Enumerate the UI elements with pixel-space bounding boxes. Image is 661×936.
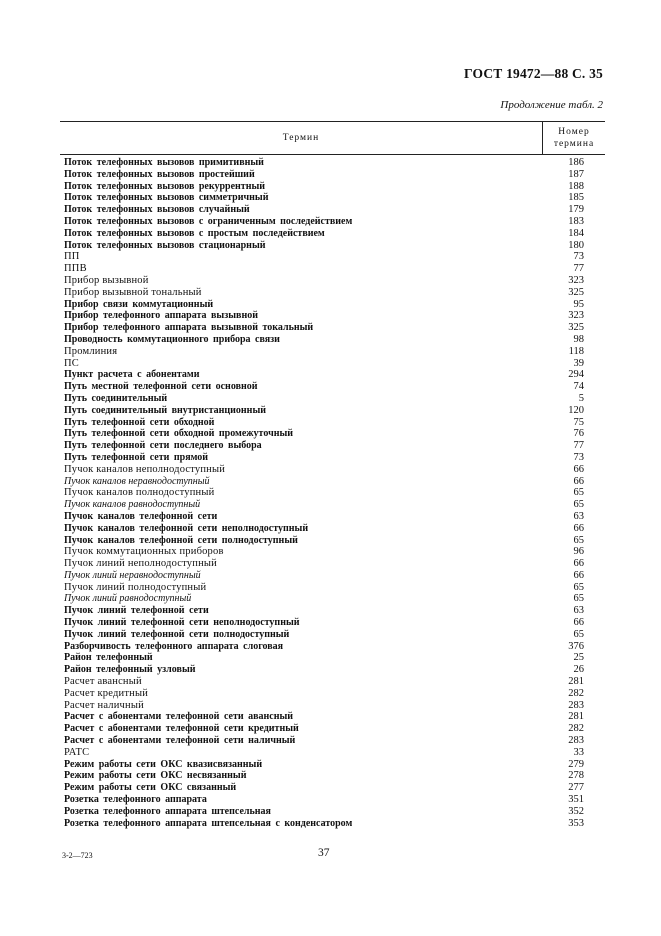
term-text: Пучок каналов телефонной сети неполнодоступный bbox=[64, 522, 309, 534]
table-row bbox=[64, 169, 584, 181]
term-text: РАТС bbox=[64, 746, 90, 758]
table-row bbox=[64, 381, 584, 393]
term-number: 65 bbox=[573, 487, 584, 499]
table-header bbox=[60, 121, 605, 155]
table-row bbox=[64, 523, 584, 535]
term-text: Пучок линий телефонной сети полнодоступный bbox=[64, 628, 290, 640]
table-row bbox=[64, 393, 584, 405]
term-number: 188 bbox=[568, 180, 584, 192]
column-header-number-line1: Номер bbox=[558, 127, 590, 137]
term-number: 183 bbox=[568, 215, 584, 227]
term-number: 325 bbox=[568, 286, 584, 298]
term-number: 63 bbox=[573, 605, 584, 617]
table-row bbox=[64, 263, 584, 275]
term-number: 277 bbox=[568, 782, 584, 794]
table-row bbox=[64, 747, 584, 759]
term-number: 279 bbox=[568, 758, 584, 770]
term-text: ПП bbox=[64, 251, 80, 263]
table-row bbox=[64, 322, 584, 334]
table-row bbox=[64, 782, 584, 794]
term-number: 77 bbox=[573, 440, 584, 452]
table-row bbox=[64, 582, 584, 594]
table-row bbox=[64, 605, 584, 617]
term-number: 325 bbox=[568, 322, 584, 334]
column-header-term: Термин bbox=[60, 122, 543, 154]
table-row bbox=[64, 240, 584, 252]
term-text: Район телефонный узловый bbox=[64, 664, 196, 676]
table-row bbox=[64, 593, 584, 605]
column-header-number-line2: термина bbox=[553, 139, 595, 149]
term-number: 283 bbox=[568, 699, 584, 711]
table-row bbox=[64, 546, 584, 558]
table-row bbox=[64, 664, 584, 676]
term-text: Разборчивость телефонного аппарата слоговая bbox=[64, 640, 284, 652]
term-number: 73 bbox=[573, 451, 584, 463]
table-row bbox=[64, 334, 584, 346]
table-row bbox=[64, 358, 584, 370]
term-text: Проводность коммутационного прибора связи bbox=[64, 333, 280, 345]
table-row bbox=[64, 700, 584, 712]
table-continuation-note: Продолжение табл. 2 bbox=[500, 99, 603, 111]
term-number: 65 bbox=[573, 499, 584, 511]
term-number: 351 bbox=[568, 794, 584, 806]
term-text: Пучок каналов телефонной сети bbox=[64, 510, 218, 522]
term-number: 353 bbox=[568, 817, 584, 829]
table-row bbox=[64, 428, 584, 440]
footer-code: 3-2—723 bbox=[62, 851, 93, 860]
term-number: 376 bbox=[568, 640, 584, 652]
term-text: ПС bbox=[64, 357, 79, 369]
table-row bbox=[64, 310, 584, 322]
term-text: Путь соединительный внутристанционный bbox=[64, 404, 267, 416]
table-row bbox=[64, 452, 584, 464]
table-row bbox=[64, 216, 584, 228]
term-text: Промлиния bbox=[64, 345, 118, 357]
term-text: Пучок линий полнодоступный bbox=[64, 581, 207, 593]
table-row bbox=[64, 629, 584, 641]
term-text: Путь телефонной сети обходной промежуточный bbox=[64, 428, 294, 440]
term-number: 98 bbox=[573, 333, 584, 345]
term-text: Поток телефонных вызовов примитивный bbox=[64, 157, 264, 168]
table-row bbox=[64, 794, 584, 806]
term-text: Пучок линий неравнодоступный bbox=[64, 569, 201, 581]
table-row bbox=[64, 157, 584, 169]
table-row bbox=[64, 251, 584, 263]
term-text: Поток телефонных вызовов стационарный bbox=[64, 239, 266, 251]
term-text: Путь телефонной сети прямой bbox=[64, 451, 209, 463]
term-number: 179 bbox=[568, 204, 584, 216]
term-number: 26 bbox=[573, 664, 584, 676]
term-number: 281 bbox=[568, 711, 584, 723]
term-text: Пучок каналов неполнодоступный bbox=[64, 463, 226, 475]
term-text: Путь телефонной сети обходной bbox=[64, 416, 215, 428]
term-text: Пучок каналов равнодоступный bbox=[64, 499, 201, 511]
term-number: 65 bbox=[573, 628, 584, 640]
table-row bbox=[64, 192, 584, 204]
term-text: Розетка телефонного аппарата штепсельная с конденсатором bbox=[64, 817, 353, 829]
term-text: Режим работы сети ОКС несвязанный bbox=[64, 770, 247, 782]
term-text: Прибор вызывной bbox=[64, 274, 149, 286]
term-text: Поток телефонных вызовов простейший bbox=[64, 168, 255, 180]
term-text: Расчет с абонентами телефонной сети авансный bbox=[64, 711, 294, 723]
term-number: 39 bbox=[573, 357, 584, 369]
term-text: Расчет наличный bbox=[64, 699, 144, 711]
term-number: 185 bbox=[568, 192, 584, 204]
table-row bbox=[64, 275, 584, 287]
table-row bbox=[64, 652, 584, 664]
table-row bbox=[64, 511, 584, 523]
table-row bbox=[64, 676, 584, 688]
term-number: 66 bbox=[573, 475, 584, 487]
term-text: Путь телефонной сети последнего выбора bbox=[64, 440, 262, 452]
term-text: ППВ bbox=[64, 263, 87, 275]
term-text: Режим работы сети ОКС квазисвязанный bbox=[64, 758, 263, 770]
term-number: 65 bbox=[573, 534, 584, 546]
document-header: ГОСТ 19472—88 С. 35 bbox=[464, 66, 603, 81]
table-row bbox=[64, 711, 584, 723]
term-text: Прибор связи коммутационный bbox=[64, 298, 214, 310]
term-number: 323 bbox=[568, 274, 584, 286]
term-number: 120 bbox=[568, 404, 584, 416]
table-row bbox=[64, 499, 584, 511]
term-number: 96 bbox=[573, 546, 584, 558]
term-text: Пучок линий неполнодоступный bbox=[64, 558, 217, 570]
term-number: 184 bbox=[568, 227, 584, 239]
term-text: Пучок каналов телефонной сети полнодоступный bbox=[64, 534, 298, 546]
term-text: Расчет авансный bbox=[64, 676, 142, 688]
term-text: Поток телефонных вызовов рекуррентный bbox=[64, 180, 266, 192]
term-text: Поток телефонных вызовов с простым последействием bbox=[64, 227, 325, 239]
term-number: 65 bbox=[573, 581, 584, 593]
term-number: 282 bbox=[568, 687, 584, 699]
term-number: 187 bbox=[568, 168, 584, 180]
term-number: 278 bbox=[568, 770, 584, 782]
term-text: Пучок линий телефонной сети неполнодоступный bbox=[64, 617, 300, 629]
term-text: Прибор вызывной тональный bbox=[64, 286, 202, 298]
term-text: Расчет с абонентами телефонной сети кредитный bbox=[64, 723, 299, 735]
table-row bbox=[64, 346, 584, 358]
table-row bbox=[64, 535, 584, 547]
term-number: 65 bbox=[573, 593, 584, 605]
term-text: Поток телефонных вызовов с ограниченным последействием bbox=[64, 215, 353, 227]
table-row bbox=[64, 818, 584, 830]
table-row bbox=[64, 617, 584, 629]
term-number: 76 bbox=[573, 428, 584, 440]
term-number: 95 bbox=[573, 298, 584, 310]
term-number: 66 bbox=[573, 522, 584, 534]
table-row bbox=[64, 440, 584, 452]
term-text: Район телефонный bbox=[64, 652, 153, 664]
term-text: Расчет с абонентами телефонной сети наличный bbox=[64, 735, 296, 747]
table-row bbox=[64, 558, 584, 570]
table-row bbox=[64, 287, 584, 299]
table-row bbox=[64, 204, 584, 216]
term-text: Пучок каналов полнодоступный bbox=[64, 487, 215, 499]
term-text: Розетка телефонного аппарата bbox=[64, 794, 207, 806]
term-text: Розетка телефонного аппарата штепсельная bbox=[64, 805, 271, 817]
term-text: Прибор телефонного аппарата вызывной bbox=[64, 310, 258, 322]
table-row bbox=[64, 487, 584, 499]
term-number: 66 bbox=[573, 558, 584, 570]
table-row bbox=[64, 464, 584, 476]
term-text: Пучок линий равнодоступный bbox=[64, 593, 192, 605]
term-number: 25 bbox=[573, 652, 584, 664]
term-text: Пункт расчета с абонентами bbox=[64, 369, 200, 381]
table-row bbox=[64, 228, 584, 240]
term-number: 5 bbox=[578, 392, 584, 404]
term-number: 323 bbox=[568, 310, 584, 322]
term-number: 118 bbox=[568, 345, 584, 357]
term-number: 180 bbox=[568, 239, 584, 251]
term-number: 352 bbox=[568, 805, 584, 817]
term-number: 33 bbox=[573, 746, 584, 758]
table-row bbox=[64, 369, 584, 381]
table-row bbox=[64, 735, 584, 747]
table-row bbox=[64, 405, 584, 417]
table-row bbox=[64, 688, 584, 700]
term-number: 66 bbox=[573, 463, 584, 475]
table-row bbox=[64, 723, 584, 735]
page-number: 37 bbox=[318, 847, 330, 859]
table-row bbox=[64, 641, 584, 653]
term-number: 186 bbox=[568, 157, 584, 168]
term-text: Прибор телефонного аппарата вызывной токальный bbox=[64, 322, 314, 334]
table-row bbox=[64, 417, 584, 429]
term-number: 66 bbox=[573, 569, 584, 581]
table-row bbox=[64, 181, 584, 193]
term-text: Расчет кредитный bbox=[64, 687, 149, 699]
term-number: 283 bbox=[568, 735, 584, 747]
table-row bbox=[64, 806, 584, 818]
term-text: Режим работы сети ОКС связанный bbox=[64, 782, 237, 794]
term-text: Путь местной телефонной сети основной bbox=[64, 381, 258, 393]
term-number: 63 bbox=[573, 510, 584, 522]
table-body bbox=[64, 157, 584, 829]
term-number: 282 bbox=[568, 723, 584, 735]
term-text: Поток телефонных вызовов симметричный bbox=[64, 192, 269, 204]
term-number: 75 bbox=[573, 416, 584, 428]
table-row bbox=[64, 770, 584, 782]
term-text: Пучок каналов неравнодоступный bbox=[64, 475, 210, 487]
term-text: Поток телефонных вызовов случайный bbox=[64, 204, 250, 216]
term-text: Пучок коммутационных приборов bbox=[64, 546, 224, 558]
term-number: 77 bbox=[573, 263, 584, 275]
term-text: Путь соединительный bbox=[64, 392, 168, 404]
term-number: 281 bbox=[568, 676, 584, 688]
term-number: 73 bbox=[573, 251, 584, 263]
term-text: Пучок линий телефонной сети bbox=[64, 605, 209, 617]
table-row bbox=[64, 476, 584, 488]
term-number: 74 bbox=[573, 381, 584, 393]
table-row bbox=[64, 299, 584, 311]
term-number: 66 bbox=[573, 617, 584, 629]
table-row bbox=[64, 570, 584, 582]
column-header-number bbox=[543, 122, 605, 154]
term-number: 294 bbox=[568, 369, 584, 381]
table-row bbox=[64, 759, 584, 771]
